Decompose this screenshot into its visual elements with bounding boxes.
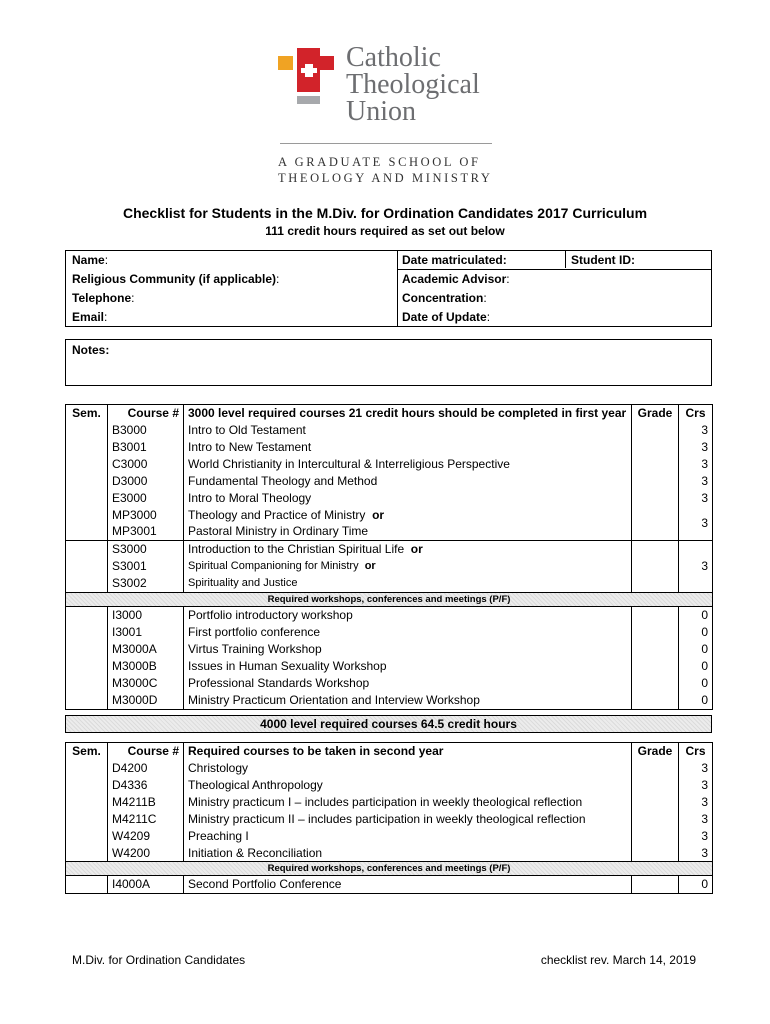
table-row (66, 658, 713, 675)
table-row (66, 811, 713, 828)
course-title: Preaching I (184, 828, 632, 845)
course-title: Intro to Old Testament (184, 422, 632, 439)
table-row (66, 439, 713, 456)
credits: 3 (679, 845, 713, 862)
document-subtitle: 111 credit hours required as set out below (265, 224, 505, 238)
notes-box[interactable] (65, 339, 712, 386)
workshops-label: Required workshops, conferences and meetings (P/F) (66, 593, 713, 607)
sem-cell[interactable] (66, 811, 108, 828)
course-number: D4336 (108, 777, 184, 794)
credits: 3 (679, 490, 713, 507)
course-title: Ministry Practicum Orientation and Interview Workshop (184, 692, 632, 709)
course-table-3000 (65, 404, 713, 710)
course-number: M3000C (108, 675, 184, 692)
table-row (66, 624, 713, 641)
section-4000-heading: 4000 level required courses 64.5 credit hours (65, 715, 712, 733)
course-title: Professional Standards Workshop (184, 675, 632, 692)
course-title: First portfolio conference (184, 624, 632, 641)
grade-cell[interactable] (632, 777, 679, 794)
sem-cell[interactable] (66, 456, 108, 473)
student-info-box (65, 250, 712, 327)
credits: 0 (679, 658, 713, 675)
sem-cell[interactable] (66, 422, 108, 439)
table-row-choice (66, 507, 713, 541)
grade-cell[interactable] (632, 658, 679, 675)
table-row (66, 692, 713, 709)
grade-cell[interactable] (632, 811, 679, 828)
ctu-logo-mark (278, 48, 334, 106)
table-row (66, 876, 713, 894)
course-number: E3000 (108, 490, 184, 507)
institution-name-line2: Theological (346, 69, 480, 100)
sem-cell[interactable] (66, 845, 108, 862)
credits: 3 (679, 473, 713, 490)
course-number: M4211B (108, 794, 184, 811)
grade-cell[interactable] (632, 641, 679, 658)
grade-cell[interactable] (632, 507, 679, 541)
course-title-group (184, 541, 632, 593)
sem-cell[interactable] (66, 692, 108, 709)
course-title: Virtus Training Workshop (184, 641, 632, 658)
sem-header: Sem. (66, 743, 108, 761)
table-row (66, 828, 713, 845)
table-row (66, 675, 713, 692)
sem-header: Sem. (66, 405, 108, 423)
student-id-label[interactable]: Student ID: (571, 253, 635, 267)
course-title: Spirituality and Justice (188, 577, 298, 590)
table-row (66, 607, 713, 624)
grade-cell[interactable] (632, 624, 679, 641)
title-header: 3000 level required courses 21 credit hours should be completed in first year (184, 405, 632, 423)
course-number: W4200 (108, 845, 184, 862)
course-number: B3000 (108, 422, 184, 439)
date-of-update-label[interactable]: Date of Update: (402, 310, 491, 324)
sem-cell[interactable] (66, 760, 108, 777)
course-number: D3000 (108, 473, 184, 490)
grade-cell[interactable] (632, 876, 679, 894)
credits: 0 (679, 692, 713, 709)
grade-cell[interactable] (632, 473, 679, 490)
email-label[interactable]: Email: (72, 310, 108, 324)
table-header-row (66, 743, 713, 761)
grade-cell[interactable] (632, 541, 679, 593)
course-title: Intro to New Testament (184, 439, 632, 456)
sem-cell[interactable] (66, 439, 108, 456)
course-number: S3001 (112, 559, 147, 574)
course-number-group (108, 541, 184, 593)
course-title: Introduction to the Christian Spiritual Life (188, 542, 405, 557)
course-title: Theology and Practice of Ministry (188, 507, 366, 522)
grade-cell[interactable] (632, 828, 679, 845)
credits: 0 (679, 641, 713, 658)
course-number: S3000 (112, 542, 147, 557)
title-header: Required courses to be taken in second year (184, 743, 632, 761)
religious-community-label[interactable]: Religious Community (if applicable): (72, 272, 280, 286)
table-row (66, 641, 713, 658)
table-row (66, 422, 713, 439)
grade-header: Grade (632, 405, 679, 423)
credits: 0 (679, 624, 713, 641)
institution-name-line1: Catholic (346, 42, 441, 73)
sem-cell[interactable] (66, 490, 108, 507)
table-row (66, 760, 713, 777)
grade-cell[interactable] (632, 607, 679, 624)
or-label: or (372, 507, 385, 522)
course-title: Theological Anthropology (184, 777, 632, 794)
info-divider (397, 251, 398, 326)
course-number: B3001 (108, 439, 184, 456)
course-number: D4200 (108, 760, 184, 777)
course-title-group (184, 507, 632, 541)
credits: 3 (679, 456, 713, 473)
academic-advisor-label[interactable]: Academic Advisor: (402, 272, 510, 286)
grade-cell[interactable] (632, 692, 679, 709)
footer-right: checklist rev. March 14, 2019 (540, 953, 696, 967)
workshops-label: Required workshops, conferences and meetings (P/F) (66, 862, 713, 876)
course-header: Course # (108, 405, 184, 423)
table-row (66, 456, 713, 473)
course-title: Fundamental Theology and Method (184, 473, 632, 490)
course-title: Second Portfolio Conference (184, 876, 632, 894)
course-title: Initiation & Reconciliation (184, 845, 632, 862)
cross-logo-icon (278, 48, 334, 106)
course-header: Course # (108, 743, 184, 761)
credits: 3 (679, 507, 713, 541)
table-row-choice (66, 541, 713, 593)
credits: 3 (679, 422, 713, 439)
grade-cell[interactable] (632, 422, 679, 439)
logo-divider (280, 143, 492, 144)
credits: 0 (679, 876, 713, 894)
grade-cell[interactable] (632, 439, 679, 456)
credits: 3 (679, 760, 713, 777)
credits: 3 (679, 439, 713, 456)
table-row (66, 794, 713, 811)
table-row (66, 490, 713, 507)
sem-cell[interactable] (66, 876, 108, 894)
course-number: M4211C (108, 811, 184, 828)
credits: 3 (679, 777, 713, 794)
table-header-row (66, 405, 713, 423)
credits: 3 (679, 828, 713, 845)
date-matriculated-label[interactable]: Date matriculated: (402, 253, 507, 267)
info-divider (565, 251, 566, 268)
course-number: MP3001 (112, 524, 157, 539)
crs-header: Crs (679, 743, 713, 761)
sem-cell[interactable] (66, 777, 108, 794)
name-label[interactable]: Name: (72, 253, 109, 267)
sem-cell[interactable] (66, 794, 108, 811)
table-row (66, 777, 713, 794)
credits: 0 (679, 675, 713, 692)
table-row (66, 845, 713, 862)
sem-cell[interactable] (66, 624, 108, 641)
or-label: or (364, 560, 376, 573)
grade-cell[interactable] (632, 760, 679, 777)
footer-left: M.Div. for Ordination Candidates (72, 953, 246, 967)
course-title: Christology (184, 760, 632, 777)
course-number: C3000 (108, 456, 184, 473)
credits: 3 (679, 811, 713, 828)
workshops-divider (66, 862, 713, 876)
course-title: Intro to Moral Theology (184, 490, 632, 507)
course-title: World Christianity in Intercultural & Interreligious Perspective (184, 456, 632, 473)
sem-cell[interactable] (66, 473, 108, 490)
workshops-divider (66, 593, 713, 607)
grade-cell[interactable] (632, 675, 679, 692)
tagline-line1: A GRADUATE SCHOOL OF (278, 155, 481, 169)
institution-tagline (278, 154, 493, 186)
credits: 3 (679, 794, 713, 811)
course-title: Issues in Human Sexuality Workshop (184, 658, 632, 675)
course-number: M3000D (108, 692, 184, 709)
course-title: Ministry practicum II – includes participation in weekly theological reflection (184, 811, 632, 828)
institution-name-line3: Union (346, 96, 416, 127)
or-label: or (410, 542, 423, 557)
grade-cell[interactable] (632, 490, 679, 507)
course-number: W4209 (108, 828, 184, 845)
course-title: Portfolio introductory workshop (184, 607, 632, 624)
grade-cell[interactable] (632, 794, 679, 811)
course-number: S3002 (112, 576, 147, 591)
course-number: I3001 (108, 624, 184, 641)
course-number: M3000A (108, 641, 184, 658)
course-title: Spiritual Companioning for Ministry (188, 560, 359, 573)
sem-cell[interactable] (66, 641, 108, 658)
grade-cell[interactable] (632, 456, 679, 473)
table-row (66, 473, 713, 490)
institution-name (346, 44, 480, 125)
crs-header: Crs (679, 405, 713, 423)
concentration-label[interactable]: Concentration: (402, 291, 487, 305)
sem-cell[interactable] (66, 607, 108, 624)
course-title: Pastoral Ministry in Ordinary Time (188, 524, 369, 539)
credits: 3 (679, 541, 713, 593)
credits: 0 (679, 607, 713, 624)
sem-cell[interactable] (66, 675, 108, 692)
sem-cell[interactable] (66, 658, 108, 675)
course-number: M3000B (108, 658, 184, 675)
tagline-line2: THEOLOGY AND MINISTRY (278, 171, 493, 185)
course-number: I4000A (108, 876, 184, 894)
course-number: MP3000 (112, 507, 157, 522)
grade-cell[interactable] (632, 845, 679, 862)
course-number-group (108, 507, 184, 541)
document-title: Checklist for Students in the M.Div. for Ordination Candidates 2017 Curriculum (122, 205, 648, 221)
sem-cell[interactable] (66, 507, 108, 541)
grade-header: Grade (632, 743, 679, 761)
course-title: Ministry practicum I – includes participation in weekly theological reflection (184, 794, 632, 811)
sem-cell[interactable] (66, 828, 108, 845)
sem-cell[interactable] (66, 541, 108, 593)
course-number: I3000 (108, 607, 184, 624)
telephone-label[interactable]: Telephone: (72, 291, 135, 305)
notes-label: Notes: (72, 343, 110, 357)
course-table-4000 (65, 742, 713, 894)
